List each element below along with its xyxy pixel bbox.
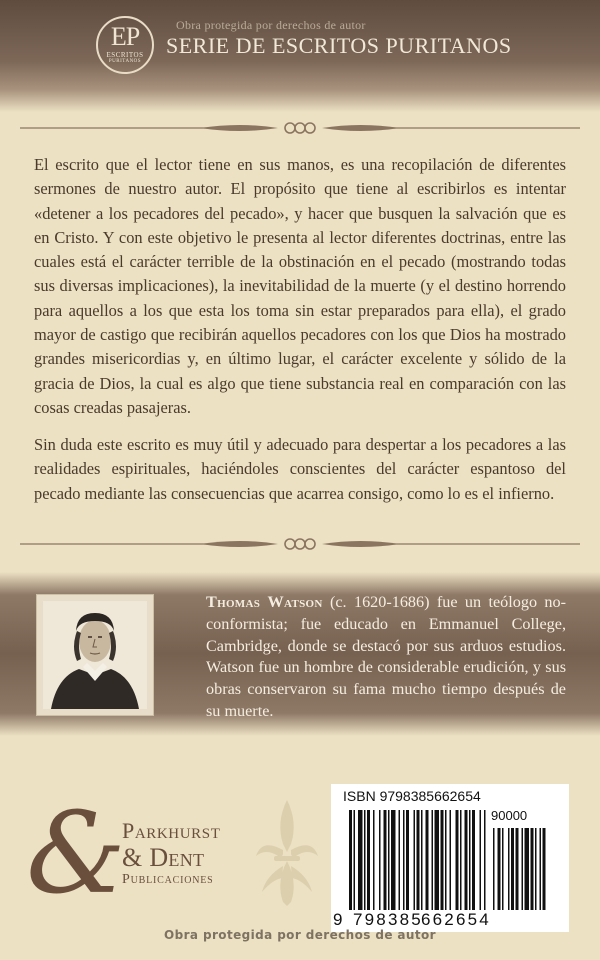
logo-subtitle-2: PURITANOS: [108, 59, 142, 64]
author-bio-text: (c. 1620-1686) fue un teólogo no-conformista; fue educado en Emmanuel College, Cambridge, donde se destacó por sus arduos estudios. Watson fue un hombre de considerable erudición, y sus obras conservaron su fama mucho tiempo después de su muerte.: [206, 593, 566, 720]
author-portrait: [36, 594, 154, 716]
copyright-footer: Obra protegida por derechos de autor: [164, 928, 436, 942]
portrait-engraving-icon: [43, 601, 147, 709]
barcode-bars: [337, 804, 565, 912]
publisher-name-line1: Parkhurst: [122, 818, 221, 843]
isbn-label: ISBN 9798385662654: [343, 788, 481, 804]
isbn-digits-right: 662654: [421, 910, 491, 929]
publisher-subtitle: Publicaciones: [122, 872, 214, 887]
fleur-de-lis-icon: [252, 796, 322, 908]
ornamental-divider-top: [20, 120, 580, 136]
price-code: 90000: [491, 808, 528, 823]
watermark-text: Obra protegida por derechos de autor: [176, 18, 366, 32]
ornamental-divider-bottom: [20, 536, 580, 552]
logo-letters: EP: [110, 22, 140, 51]
description-paragraph-1: El escrito que el lector tiene en sus manos, es una recopilación de diferentes sermones de nuestro autor. El propósito que tiene al escribirlos es intentar «detener a los pecadores del pecado», y hacer que busquen la salvación que es en Cristo. Y con este objetivo le presenta al lector diferentes doctrinas, entre las cuales está el carácter terrible de la obstinación en el pecado (mostrando todas sus diversas implicaciones), la inevitabilidad de la muerte (y el destino horrendo para aquellos a los que esta los toma sin estar preparados para ella), el grado mayor de castigo que recibirán aquellos pecadores con los que Dios ha mostrado grandes misericordias y, en último lugar, el carácter excelente y sólido de la gracia de Dios, la cual es algo que tiene substancia real en comparación con las cosas creadas pasajeras.: [34, 155, 566, 417]
description-paragraph-2: Sin duda este escrito es muy útil y adecuado para despertar a los pecadores a las realidades espirituales, haciéndoles conscientes del carácter espantoso del pecado mediante las consecuencias que acarrea consigo, como lo es el infierno.: [34, 435, 566, 503]
series-title: SERIE DE ESCRITOS PURITANOS: [166, 33, 512, 58]
author-bio: [206, 592, 566, 723]
author-name: Thomas Watson: [206, 593, 323, 611]
isbn-digits-left: 798385: [353, 910, 423, 929]
ampersand-logo-icon: [26, 800, 126, 908]
ep-logo: [96, 16, 154, 74]
logo-subtitle-1: ESCRITOS: [106, 51, 144, 59]
isbn-barcode: [331, 784, 569, 932]
isbn-digit-prefix: 9: [333, 910, 343, 929]
publisher-name-line2: & Dent: [122, 843, 205, 872]
svg-text:&: &: [26, 800, 126, 908]
